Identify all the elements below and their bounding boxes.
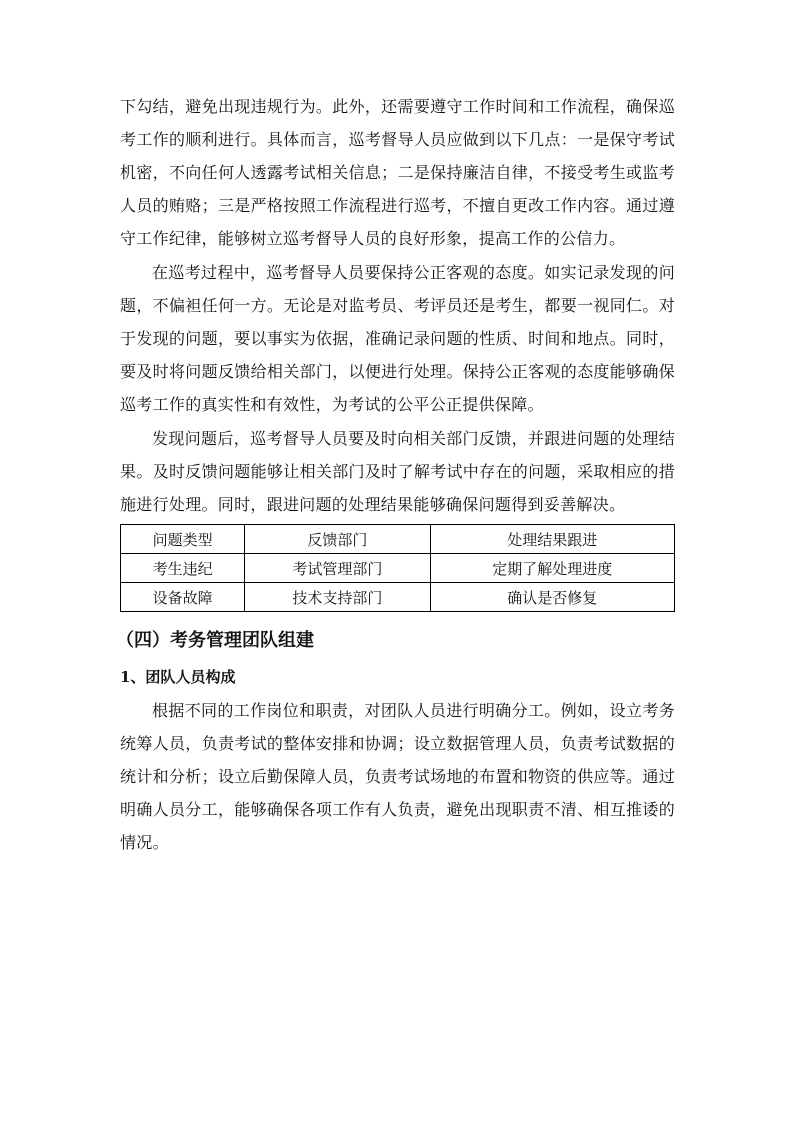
paragraph-impartial-attitude: 在巡考过程中，巡考督导人员要保持公正客观的态度。如实记录发现的问题，不偏袒任何一方。无论是对监考员、考评员还是考生，都要一视同仁。对于发现的问题，要以事实为依据，准确记录问题的性质、时间和地点。同时，要及时将问题反馈给相关部门，以便进行处理。保持公正客观的态度能够确保巡考工作的真实性和有效性，为考试的公平公正提供保障。 bbox=[120, 263, 675, 414]
table-header-row bbox=[121, 525, 675, 554]
table-cell: 考生违纪 bbox=[121, 554, 245, 583]
table-row bbox=[121, 554, 675, 583]
table-header-cell: 处理结果跟进 bbox=[430, 525, 674, 554]
feedback-table bbox=[120, 524, 675, 612]
table-cell: 技术支持部门 bbox=[245, 583, 430, 612]
table-cell: 定期了解处理进度 bbox=[430, 554, 674, 583]
table-row bbox=[121, 583, 675, 612]
paragraph-work-discipline: 下勾结，避免出现违规行为。此外，还需要遵守工作时间和工作流程，确保巡考工作的顺利进行。具体而言，巡考督导人员应做到以下几点：一是保守考试机密，不向任何人透露考试相关信息；二是保持廉洁自律，不接受考生或监考人员的贿赂；三是严格按照工作流程进行巡考，不擅自更改工作内容。通过遵守工作纪律，能够树立巡考督导人员的良好形象，提高工作的公信力。 bbox=[120, 97, 675, 248]
paragraph-feedback-followup: 发现问题后，巡考督导人员要及时向相关部门反馈，并跟进问题的处理结果。及时反馈问题能够让相关部门及时了解考试中存在的问题，采取相应的措施进行处理。同时，跟进问题的处理结果能够确保问题得到妥善解决。 bbox=[120, 429, 675, 514]
table-cell: 设备故障 bbox=[121, 583, 245, 612]
document-page bbox=[116, 90, 675, 859]
paragraph-team-roles: 根据不同的工作岗位和职责，对团队人员进行明确分工。例如，设立考务统筹人员，负责考试的整体安排和协调；设立数据管理人员，负责考试数据的统计和分析；设立后勤保障人员，负责考试场地的布置和物资的供应等。通过明确人员分工，能够确保各项工作有人负责，避免出现职责不清、相互推诿的情况。 bbox=[120, 701, 675, 852]
table-header-cell: 问题类型 bbox=[121, 525, 245, 554]
section-heading: （四）考务管理团队组建 bbox=[116, 630, 314, 651]
table-header-cell: 反馈部门 bbox=[245, 525, 430, 554]
table-cell: 确认是否修复 bbox=[430, 583, 674, 612]
table-cell: 考试管理部门 bbox=[245, 554, 430, 583]
section-subheading: 1、团队人员构成 bbox=[120, 668, 236, 686]
